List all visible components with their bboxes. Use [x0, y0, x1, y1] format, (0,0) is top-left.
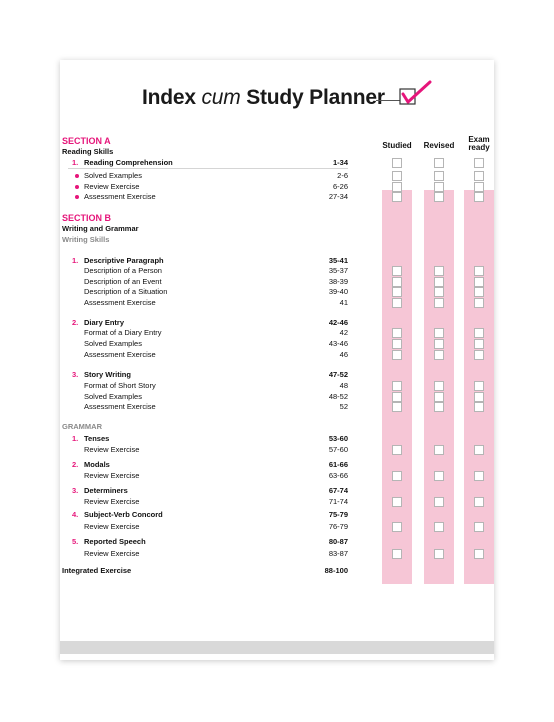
exam-ready-checkbox[interactable] — [474, 328, 484, 338]
index-entry — [60, 548, 494, 559]
studied-checkbox[interactable] — [392, 328, 402, 338]
entry-label: SECTION A — [62, 136, 111, 146]
chapter-row — [60, 433, 494, 444]
title-rule — [376, 100, 400, 101]
checkbox-tick-icon — [398, 80, 432, 108]
page-range: 48-52 — [328, 392, 348, 401]
chapter-number: 2. — [72, 460, 79, 469]
page-range: 61-66 — [328, 460, 348, 469]
exam-ready-checkbox[interactable] — [474, 497, 484, 507]
entry-label: Writing Skills — [62, 235, 110, 244]
chapter-number: 4. — [72, 510, 79, 519]
page-range: 1-34 — [332, 158, 348, 167]
entry-label: Review Exercise — [84, 549, 140, 558]
page-range: 46 — [339, 350, 348, 359]
chapter-underline — [68, 168, 348, 169]
studied-checkbox[interactable] — [392, 445, 402, 455]
page-range: 43-46 — [328, 339, 348, 348]
page-range: 42 — [339, 328, 348, 337]
entry-label: Description of an Event — [84, 277, 162, 286]
entry-label: Integrated Exercise — [62, 566, 132, 575]
page-range: 41 — [339, 298, 348, 307]
entry-label: Description of a Situation — [84, 287, 168, 296]
studied-checkbox[interactable] — [392, 402, 402, 412]
revised-checkbox[interactable] — [434, 266, 444, 276]
page-range: 39-40 — [328, 287, 348, 296]
index-entry — [60, 349, 494, 360]
section-heading — [60, 421, 494, 432]
entry-label: Tenses — [84, 434, 110, 443]
exam-ready-checkbox[interactable] — [474, 158, 484, 168]
page-range: 35-37 — [328, 266, 348, 275]
studied-checkbox[interactable] — [392, 350, 402, 360]
page-range: 57-60 — [328, 445, 348, 454]
entry-label: Review Exercise — [84, 471, 140, 480]
col-head-exam-ready: Exam ready — [468, 135, 490, 152]
revised-checkbox[interactable] — [434, 328, 444, 338]
chapter-number: 3. — [72, 370, 79, 379]
revised-checkbox[interactable] — [434, 549, 444, 559]
entry-label: Reading Comprehension — [84, 158, 173, 167]
studied-checkbox[interactable] — [392, 158, 402, 168]
chapter-number: 2. — [72, 318, 79, 327]
revised-checkbox[interactable] — [434, 445, 444, 455]
page-range: 27-34 — [328, 192, 348, 201]
index-entry — [60, 496, 494, 507]
revised-checkbox[interactable] — [434, 381, 444, 391]
page-range: 83-87 — [328, 549, 348, 558]
entry-label: SECTION B — [62, 213, 112, 223]
title-text-cum: cum — [201, 86, 241, 109]
entry-label: Review Exercise — [84, 497, 140, 506]
index-entry — [60, 401, 494, 412]
page-range: 38-39 — [328, 277, 348, 286]
studied-checkbox[interactable] — [392, 522, 402, 532]
index-entry — [60, 170, 494, 181]
entry-label: Diary Entry — [84, 318, 125, 327]
index-entry — [60, 380, 494, 391]
page-range: 88-100 — [324, 566, 348, 575]
entry-label: Solved Examples — [84, 392, 142, 401]
col-head-revised: Revised — [423, 141, 455, 150]
page-range: 53-60 — [328, 434, 348, 443]
exam-ready-checkbox[interactable] — [474, 549, 484, 559]
exam-ready-checkbox[interactable] — [474, 287, 484, 297]
exam-ready-checkbox[interactable] — [474, 471, 484, 481]
entry-label: GRAMMAR — [62, 422, 102, 431]
section-heading — [60, 223, 494, 234]
entry-label: Assessment Exercise — [84, 298, 156, 307]
revised-checkbox[interactable] — [434, 339, 444, 349]
exam-ready-checkbox[interactable] — [474, 350, 484, 360]
bullet-icon — [75, 195, 79, 199]
entry-label: Assessment Exercise — [84, 192, 156, 201]
revised-checkbox[interactable] — [434, 350, 444, 360]
page-range: 67-74 — [328, 486, 348, 495]
entry-label: Assessment Exercise — [84, 350, 156, 359]
page-range: 63-66 — [328, 471, 348, 480]
section-heading — [60, 146, 494, 157]
studied-checkbox[interactable] — [392, 339, 402, 349]
chapter-number: 1. — [72, 158, 79, 167]
exam-ready-checkbox[interactable] — [474, 192, 484, 202]
exam-ready-checkbox[interactable] — [474, 339, 484, 349]
entry-label: Determiners — [84, 486, 128, 495]
entry-label: Reading Skills — [62, 147, 114, 156]
entry-label: Solved Examples — [84, 339, 142, 348]
page-range: 35-41 — [328, 256, 348, 265]
revised-checkbox[interactable] — [434, 522, 444, 532]
page-range: 42-46 — [328, 318, 348, 327]
revised-checkbox[interactable] — [434, 287, 444, 297]
page-range: 80-87 — [328, 537, 348, 546]
page-title — [142, 86, 385, 110]
title-text-index: Index — [142, 86, 202, 109]
entry-label: Description of a Person — [84, 266, 162, 275]
index-entry — [60, 338, 494, 349]
studied-checkbox[interactable] — [392, 381, 402, 391]
index-entry — [60, 327, 494, 338]
exam-ready-checkbox[interactable] — [474, 298, 484, 308]
chapter-number: 1. — [72, 434, 79, 443]
entry-label: Format of Short Story — [84, 381, 156, 390]
index-entry — [60, 191, 494, 202]
exam-ready-checkbox[interactable] — [474, 266, 484, 276]
chapter-number: 1. — [72, 256, 79, 265]
entry-label: Descriptive Paragraph — [84, 256, 164, 265]
page-bottom-bar — [60, 641, 494, 654]
studied-checkbox[interactable] — [392, 192, 402, 202]
page-range: 52 — [339, 402, 348, 411]
chapter-number: 5. — [72, 537, 79, 546]
index-entry — [60, 444, 494, 455]
studied-checkbox[interactable] — [392, 298, 402, 308]
studied-checkbox[interactable] — [392, 549, 402, 559]
entry-label: Writing and Grammar — [62, 224, 139, 233]
entry-label: Review Exercise — [84, 445, 140, 454]
bullet-icon — [75, 174, 79, 178]
exam-ready-checkbox[interactable] — [474, 381, 484, 391]
studied-checkbox[interactable] — [392, 471, 402, 481]
revised-checkbox[interactable] — [434, 192, 444, 202]
exam-ready-checkbox[interactable] — [474, 402, 484, 412]
revised-checkbox[interactable] — [434, 471, 444, 481]
planner-page — [60, 60, 494, 660]
entry-label: Review Exercise — [84, 182, 140, 191]
revised-checkbox[interactable] — [434, 497, 444, 507]
revised-checkbox[interactable] — [434, 298, 444, 308]
index-entry — [60, 521, 494, 532]
page-range: 75-79 — [328, 510, 348, 519]
chapter-row — [60, 157, 494, 168]
index-entry — [60, 470, 494, 481]
revised-checkbox[interactable] — [434, 171, 444, 181]
index-entry — [60, 286, 494, 297]
integrated-exercise-row — [60, 565, 494, 576]
page-range: 2-6 — [337, 171, 348, 180]
page-range: 76-79 — [328, 522, 348, 531]
entry-label: Assessment Exercise — [84, 402, 156, 411]
entry-label: Story Writing — [84, 370, 131, 379]
title-text-study-planner: Study Planner — [240, 86, 385, 109]
studied-checkbox[interactable] — [392, 497, 402, 507]
col-head-studied: Studied — [382, 141, 412, 150]
chapter-row — [60, 509, 494, 520]
studied-checkbox[interactable] — [392, 171, 402, 181]
page-range: 48 — [339, 381, 348, 390]
index-entry — [60, 297, 494, 308]
page-range: 47-52 — [328, 370, 348, 379]
chapter-row — [60, 536, 494, 547]
chapter-row — [60, 485, 494, 496]
studied-checkbox[interactable] — [392, 266, 402, 276]
exam-ready-checkbox[interactable] — [474, 171, 484, 181]
index-entry — [60, 265, 494, 276]
revised-checkbox[interactable] — [434, 158, 444, 168]
page-range: 71-74 — [328, 497, 348, 506]
entry-label: Format of a Diary Entry — [84, 328, 162, 337]
bullet-icon — [75, 185, 79, 189]
entry-label: Modals — [84, 460, 110, 469]
page-range: 6-26 — [332, 182, 348, 191]
entry-label: Subject-Verb Concord — [84, 510, 163, 519]
section-heading — [60, 234, 494, 245]
entry-label: Reported Speech — [84, 537, 146, 546]
revised-checkbox[interactable] — [434, 402, 444, 412]
chapter-number: 3. — [72, 486, 79, 495]
chapter-row — [60, 369, 494, 380]
exam-ready-checkbox[interactable] — [474, 445, 484, 455]
chapter-row — [60, 459, 494, 470]
entry-label: Solved Examples — [84, 171, 142, 180]
exam-ready-checkbox[interactable] — [474, 522, 484, 532]
studied-checkbox[interactable] — [392, 287, 402, 297]
entry-label: Review Exercise — [84, 522, 140, 531]
